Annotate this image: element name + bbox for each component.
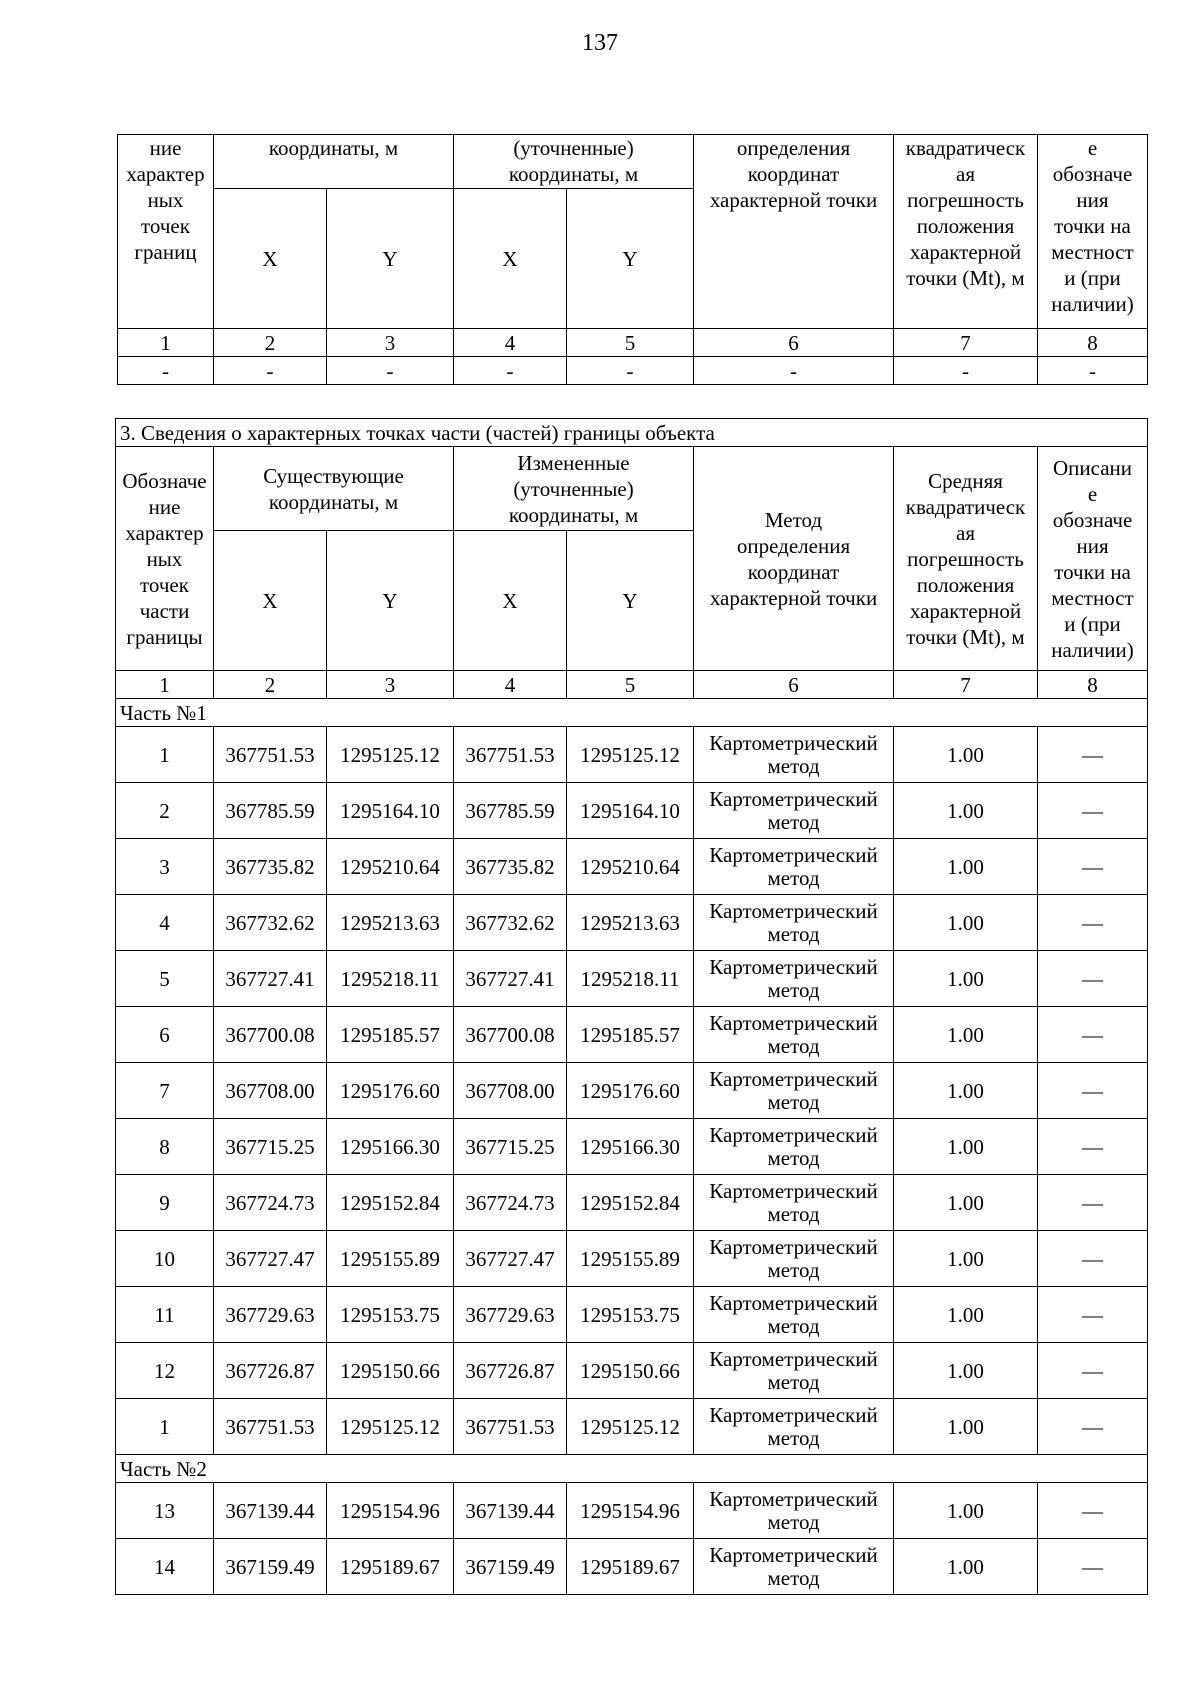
existing-y-cell: 1295176.60 bbox=[327, 1063, 454, 1119]
existing-y-cell: 1295150.66 bbox=[327, 1343, 454, 1399]
column-number: 4 bbox=[454, 329, 567, 357]
header-changed-coordinates: Измененные (уточненные) координаты, м bbox=[454, 447, 694, 531]
existing-x-cell: 367715.25 bbox=[214, 1119, 327, 1175]
part-label-row bbox=[116, 699, 1148, 727]
existing-y-cell: 1295210.64 bbox=[327, 839, 454, 895]
method-cell: Картометрический метод bbox=[694, 839, 894, 895]
header-accuracy: квадратическ ая погрешность положения характерной точки (Mt), м bbox=[894, 135, 1038, 329]
accuracy-cell: 1.00 bbox=[894, 1399, 1038, 1455]
existing-x-cell: 367732.62 bbox=[214, 895, 327, 951]
point-number-cell: 1 bbox=[116, 727, 214, 783]
header-x: X bbox=[454, 189, 567, 329]
table-row bbox=[116, 1007, 1148, 1063]
page-number: 137 bbox=[582, 30, 618, 56]
table-row bbox=[116, 1483, 1148, 1539]
description-cell: — bbox=[1038, 1175, 1148, 1231]
table-row bbox=[116, 1399, 1148, 1455]
header-description: Описани е обозначе ния точки на местност и (при наличии) bbox=[1038, 447, 1148, 671]
table-row bbox=[116, 1231, 1148, 1287]
column-number: 2 bbox=[214, 671, 327, 699]
existing-y-cell: 1295189.67 bbox=[327, 1539, 454, 1595]
description-cell: — bbox=[1038, 1287, 1148, 1343]
header-point-designation: ние характер ных точек границ bbox=[118, 135, 214, 329]
point-number-cell: 8 bbox=[116, 1119, 214, 1175]
method-cell: Картометрический метод bbox=[694, 727, 894, 783]
column-numbers-row bbox=[118, 329, 1148, 357]
method-cell: Картометрический метод bbox=[694, 1399, 894, 1455]
method-cell: Картометрический метод bbox=[694, 951, 894, 1007]
existing-y-cell: 1295125.12 bbox=[327, 1399, 454, 1455]
existing-x-cell: 367751.53 bbox=[214, 727, 327, 783]
existing-x-cell: 367735.82 bbox=[214, 839, 327, 895]
column-number: 3 bbox=[327, 671, 454, 699]
description-cell: — bbox=[1038, 951, 1148, 1007]
point-number-cell: 1 bbox=[116, 1399, 214, 1455]
description-cell: — bbox=[1038, 895, 1148, 951]
part-boundary-points-table bbox=[115, 418, 1148, 1595]
accuracy-cell: 1.00 bbox=[894, 1483, 1038, 1539]
column-number: 5 bbox=[567, 329, 694, 357]
existing-x-cell: 367751.53 bbox=[214, 1399, 327, 1455]
changed-x-cell: 367727.41 bbox=[454, 951, 567, 1007]
header-x: X bbox=[214, 531, 327, 671]
dash-cell: - bbox=[694, 357, 894, 385]
point-number-cell: 2 bbox=[116, 783, 214, 839]
accuracy-cell: 1.00 bbox=[894, 951, 1038, 1007]
changed-x-cell: 367159.49 bbox=[454, 1539, 567, 1595]
changed-x-cell: 367708.00 bbox=[454, 1063, 567, 1119]
description-cell: — bbox=[1038, 1399, 1148, 1455]
accuracy-cell: 1.00 bbox=[894, 1063, 1038, 1119]
header-method: определения координат характерной точки bbox=[694, 135, 894, 329]
changed-y-cell: 1295125.12 bbox=[567, 727, 694, 783]
point-number-cell: 12 bbox=[116, 1343, 214, 1399]
description-cell: — bbox=[1038, 727, 1148, 783]
changed-y-cell: 1295189.67 bbox=[567, 1539, 694, 1595]
accuracy-cell: 1.00 bbox=[894, 1231, 1038, 1287]
method-cell: Картометрический метод bbox=[694, 1287, 894, 1343]
column-number: 6 bbox=[694, 671, 894, 699]
existing-y-cell: 1295164.10 bbox=[327, 783, 454, 839]
table-row bbox=[116, 895, 1148, 951]
header-point-designation: Обозначе ние характер ных точек части границы bbox=[116, 447, 214, 671]
existing-x-cell: 367139.44 bbox=[214, 1483, 327, 1539]
accuracy-cell: 1.00 bbox=[894, 1539, 1038, 1595]
accuracy-cell: 1.00 bbox=[894, 1343, 1038, 1399]
dash-cell: - bbox=[567, 357, 694, 385]
changed-x-cell: 367139.44 bbox=[454, 1483, 567, 1539]
dash-cell: - bbox=[894, 357, 1038, 385]
header-description: е обозначе ния точки на местност и (при наличии) bbox=[1038, 135, 1148, 329]
header-existing-coordinates: координаты, м bbox=[214, 135, 454, 189]
existing-x-cell: 367727.41 bbox=[214, 951, 327, 1007]
header-y: Y bbox=[327, 531, 454, 671]
accuracy-cell: 1.00 bbox=[894, 783, 1038, 839]
description-cell: — bbox=[1038, 783, 1148, 839]
existing-x-cell: 367708.00 bbox=[214, 1063, 327, 1119]
dash-row bbox=[118, 357, 1148, 385]
header-refined-coordinates: (уточненные) координаты, м bbox=[454, 135, 694, 189]
column-number: 4 bbox=[454, 671, 567, 699]
description-cell: — bbox=[1038, 1483, 1148, 1539]
changed-y-cell: 1295155.89 bbox=[567, 1231, 694, 1287]
description-cell: — bbox=[1038, 1539, 1148, 1595]
point-number-cell: 7 bbox=[116, 1063, 214, 1119]
header-accuracy: Средняя квадратическ ая погрешность положения характерной точки (Mt), м bbox=[894, 447, 1038, 671]
dash-cell: - bbox=[214, 357, 327, 385]
changed-x-cell: 367735.82 bbox=[454, 839, 567, 895]
method-cell: Картометрический метод bbox=[694, 1119, 894, 1175]
column-number: 7 bbox=[894, 329, 1038, 357]
point-number-cell: 5 bbox=[116, 951, 214, 1007]
accuracy-cell: 1.00 bbox=[894, 1007, 1038, 1063]
existing-x-cell: 367726.87 bbox=[214, 1343, 327, 1399]
changed-y-cell: 1295152.84 bbox=[567, 1175, 694, 1231]
accuracy-cell: 1.00 bbox=[894, 1175, 1038, 1231]
points-table-continuation bbox=[117, 134, 1148, 385]
description-cell: — bbox=[1038, 1063, 1148, 1119]
method-cell: Картометрический метод bbox=[694, 1231, 894, 1287]
table-row bbox=[116, 1287, 1148, 1343]
existing-x-cell: 367700.08 bbox=[214, 1007, 327, 1063]
method-cell: Картометрический метод bbox=[694, 783, 894, 839]
changed-x-cell: 367751.53 bbox=[454, 727, 567, 783]
point-number-cell: 10 bbox=[116, 1231, 214, 1287]
changed-y-cell: 1295218.11 bbox=[567, 951, 694, 1007]
existing-x-cell: 367724.73 bbox=[214, 1175, 327, 1231]
point-number-cell: 11 bbox=[116, 1287, 214, 1343]
description-cell: — bbox=[1038, 1343, 1148, 1399]
accuracy-cell: 1.00 bbox=[894, 839, 1038, 895]
column-number: 8 bbox=[1038, 671, 1148, 699]
column-number: 5 bbox=[567, 671, 694, 699]
table-row bbox=[116, 783, 1148, 839]
point-number-cell: 6 bbox=[116, 1007, 214, 1063]
changed-x-cell: 367751.53 bbox=[454, 1399, 567, 1455]
header-y: Y bbox=[567, 189, 694, 329]
existing-y-cell: 1295166.30 bbox=[327, 1119, 454, 1175]
accuracy-cell: 1.00 bbox=[894, 895, 1038, 951]
changed-y-cell: 1295153.75 bbox=[567, 1287, 694, 1343]
existing-x-cell: 367785.59 bbox=[214, 783, 327, 839]
column-number: 6 bbox=[694, 329, 894, 357]
existing-y-cell: 1295218.11 bbox=[327, 951, 454, 1007]
changed-y-cell: 1295185.57 bbox=[567, 1007, 694, 1063]
point-number-cell: 4 bbox=[116, 895, 214, 951]
changed-y-cell: 1295213.63 bbox=[567, 895, 694, 951]
description-cell: — bbox=[1038, 839, 1148, 895]
header-existing-coordinates: Существующие координаты, м bbox=[214, 447, 454, 531]
changed-x-cell: 367726.87 bbox=[454, 1343, 567, 1399]
point-number-cell: 9 bbox=[116, 1175, 214, 1231]
changed-y-cell: 1295154.96 bbox=[567, 1483, 694, 1539]
point-number-cell: 14 bbox=[116, 1539, 214, 1595]
header-y: Y bbox=[567, 531, 694, 671]
changed-x-cell: 367715.25 bbox=[454, 1119, 567, 1175]
existing-y-cell: 1295155.89 bbox=[327, 1231, 454, 1287]
method-cell: Картометрический метод bbox=[694, 1007, 894, 1063]
method-cell: Картометрический метод bbox=[694, 1483, 894, 1539]
accuracy-cell: 1.00 bbox=[894, 727, 1038, 783]
changed-x-cell: 367700.08 bbox=[454, 1007, 567, 1063]
changed-y-cell: 1295210.64 bbox=[567, 839, 694, 895]
method-cell: Картометрический метод bbox=[694, 1063, 894, 1119]
column-numbers-row bbox=[116, 671, 1148, 699]
part-label-row bbox=[116, 1455, 1148, 1483]
dash-cell: - bbox=[454, 357, 567, 385]
dash-cell: - bbox=[1038, 357, 1148, 385]
table-row bbox=[116, 727, 1148, 783]
part-label: Часть №1 bbox=[116, 699, 1148, 727]
table-row bbox=[116, 951, 1148, 1007]
header-y: Y bbox=[327, 189, 454, 329]
method-cell: Картометрический метод bbox=[694, 1539, 894, 1595]
point-number-cell: 3 bbox=[116, 839, 214, 895]
changed-y-cell: 1295166.30 bbox=[567, 1119, 694, 1175]
existing-x-cell: 367159.49 bbox=[214, 1539, 327, 1595]
accuracy-cell: 1.00 bbox=[894, 1119, 1038, 1175]
changed-x-cell: 367724.73 bbox=[454, 1175, 567, 1231]
changed-x-cell: 367727.47 bbox=[454, 1231, 567, 1287]
changed-y-cell: 1295150.66 bbox=[567, 1343, 694, 1399]
existing-y-cell: 1295213.63 bbox=[327, 895, 454, 951]
table-row bbox=[116, 1539, 1148, 1595]
existing-x-cell: 367727.47 bbox=[214, 1231, 327, 1287]
header-x: X bbox=[454, 531, 567, 671]
dash-cell: - bbox=[327, 357, 454, 385]
dash-cell: - bbox=[118, 357, 214, 385]
method-cell: Картометрический метод bbox=[694, 1343, 894, 1399]
existing-y-cell: 1295153.75 bbox=[327, 1287, 454, 1343]
table-row bbox=[116, 1063, 1148, 1119]
changed-y-cell: 1295164.10 bbox=[567, 783, 694, 839]
existing-y-cell: 1295154.96 bbox=[327, 1483, 454, 1539]
header-method: Метод определения координат характерной точки bbox=[694, 447, 894, 671]
header-x: X bbox=[214, 189, 327, 329]
part-label: Часть №2 bbox=[116, 1455, 1148, 1483]
column-number: 3 bbox=[327, 329, 454, 357]
description-cell: — bbox=[1038, 1119, 1148, 1175]
column-number: 2 bbox=[214, 329, 327, 357]
column-number: 7 bbox=[894, 671, 1038, 699]
existing-y-cell: 1295152.84 bbox=[327, 1175, 454, 1231]
column-number: 1 bbox=[118, 329, 214, 357]
changed-x-cell: 367729.63 bbox=[454, 1287, 567, 1343]
table-row bbox=[116, 839, 1148, 895]
changed-y-cell: 1295125.12 bbox=[567, 1399, 694, 1455]
table-row bbox=[116, 1343, 1148, 1399]
description-cell: — bbox=[1038, 1007, 1148, 1063]
existing-y-cell: 1295185.57 bbox=[327, 1007, 454, 1063]
description-cell: — bbox=[1038, 1231, 1148, 1287]
changed-x-cell: 367785.59 bbox=[454, 783, 567, 839]
table-row bbox=[116, 1175, 1148, 1231]
method-cell: Картометрический метод bbox=[694, 1175, 894, 1231]
existing-y-cell: 1295125.12 bbox=[327, 727, 454, 783]
changed-x-cell: 367732.62 bbox=[454, 895, 567, 951]
column-number: 8 bbox=[1038, 329, 1148, 357]
column-number: 1 bbox=[116, 671, 214, 699]
method-cell: Картометрический метод bbox=[694, 895, 894, 951]
point-number-cell: 13 bbox=[116, 1483, 214, 1539]
section-title: 3. Сведения о характерных точках части (частей) границы объекта bbox=[116, 419, 1148, 447]
accuracy-cell: 1.00 bbox=[894, 1287, 1038, 1343]
existing-x-cell: 367729.63 bbox=[214, 1287, 327, 1343]
changed-y-cell: 1295176.60 bbox=[567, 1063, 694, 1119]
table-row bbox=[116, 1119, 1148, 1175]
